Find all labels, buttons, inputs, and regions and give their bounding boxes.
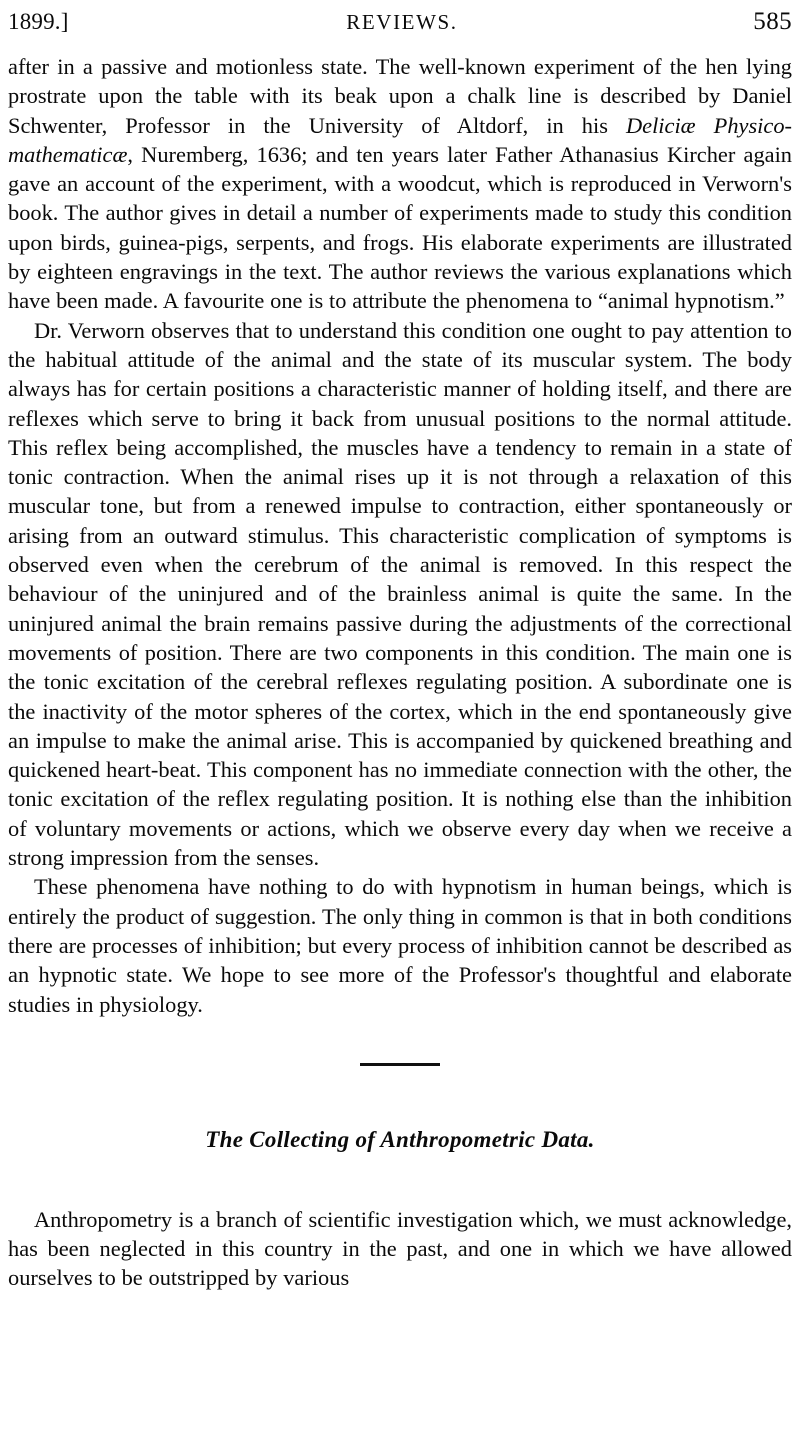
text-run: These phenomena have nothing to do with hypnotism in human beings, which is entirely the product of suggestion. The only thing in common is that in both conditions there are processes of inhibition; but every process of inhibition cannot be described as an hypnotic state. We hope to see more of the Professor's thoughtful and elaborate studies in physiology. — [8, 874, 792, 1017]
running-head — [8, 0, 792, 44]
text-run: after in a passive and motionless state. The well-known experiment of the hen lying prostrate upon the table with its beak upon a chalk line is described by Daniel Schwenter, Professor in the University of Altdorf, in his — [8, 54, 792, 138]
paragraph-para-these-phenomena — [8, 872, 792, 1018]
section-body-text — [8, 1205, 792, 1293]
running-head-year: 1899.] — [8, 9, 69, 34]
heading-spacer — [8, 1155, 792, 1197]
text-run: , Nuremberg, 1636; and ten years later Father Athanasius Kircher again gave an account of the experiment, with a woodcut, which is reproduced in Verworn's book. The author gives in detail a number of experiments made to study this condition upon birds, guinea-pigs, serpents, and frogs. His elaborate experiments are illustrated by eighteen engravings in the text. The author reviews the various explanations which have been made. A favourite one is to attribute the phenomena to “animal hypnotism.” — [8, 141, 792, 314]
body-text — [8, 52, 792, 1019]
running-head-title: REVIEWS. — [346, 10, 458, 34]
section-divider — [8, 1019, 792, 1111]
horizontal-rule-icon — [360, 1063, 440, 1066]
italic-run: Deliciæ Physico-mathematicæ — [8, 112, 792, 167]
text-run: Dr. Verworn observes that to understand this condition one ought to pay attention to the habitual attitude of the animal and the state of its muscular system. The body always has for certain positions a characteristic manner of holding itself, and there are reflexes which serve to bring it back from unusual positions to the normal attitude. This reflex being accomplished, the muscles have a tendency to remain in a state of tonic contraction. When the animal rises up it is not through a relaxation of this muscular tone, but from a renewed impulse to contraction, either spontaneously or arising from an outward stimulus. This characteristic complication of symptoms is observed even when the cerebrum of the animal is removed. In this respect the behaviour of the uninjured and of the brainless animal is quite the same. In the uninjured animal the brain remains passive during the adjustments of the correctional movements of position. There are two components in this condition. The main one is the tonic excitation of the cerebral reflexes regulating position. A subordinate one is the inactivity of the motor spheres of the cortex, which in the end spontaneously give an impulse to make the animal arise. This is accompanied by quickened breathing and quickened heart-beat. This component has no immediate connection with the other, the tonic excitation of the reflex regulating position. It is nothing else than the inhibition of voluntary movements or actions, which we observe every day when we receive a strong impression from the senses. — [8, 317, 792, 871]
page-number: 585 — [753, 8, 792, 35]
paragraph-para-dr-verworn-observes — [8, 316, 792, 873]
paragraph-para-verworn-continued — [8, 52, 792, 316]
text-run: Anthropometry is a branch of scientific investigation which, we must acknowledge, has been neglected in this country in the past, and one in which we have allowed ourselves to be outstripped by various — [8, 1206, 792, 1291]
paragraph-para-anthropometry — [8, 1205, 792, 1293]
section-heading: The Collecting of Anthropometric Data. — [205, 1126, 595, 1152]
page-content-column — [8, 0, 792, 1293]
